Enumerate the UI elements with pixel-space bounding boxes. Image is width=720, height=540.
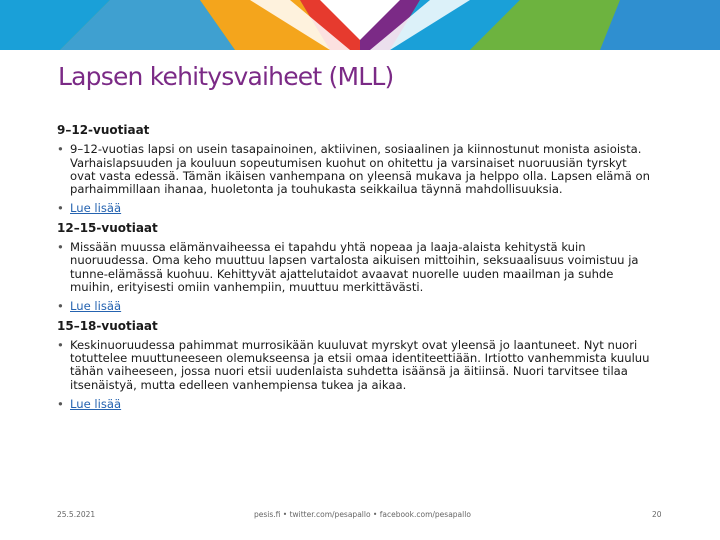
footer-date: 25.5.2021 [57, 510, 96, 519]
section-heading: 12–15-vuotiaat [57, 220, 158, 235]
content-body [57, 124, 655, 417]
read-more-item [57, 398, 655, 411]
decorative-banner [0, 0, 720, 50]
read-more-item [57, 202, 655, 215]
read-more-link[interactable]: Lue lisää [70, 201, 122, 216]
section-heading: 9–12-vuotiaat [57, 123, 150, 137]
section-text: • Keskinuoruudessa pahimmat murrosikään kuuluvat myrskyt ovat yleensä jo laantuneet. Nyt nuori totuttelee muuttuneeseen olemukseensa ja etsii omaa identiteettiään. Irtiotto vanhemmista kuuluu tähän vaiheeseen, jossa nuori etsii uudenlaista suhdetta isäänsä ja äitiinsä. Nuori tarvitsee tilaa itsenäistyä, mutta edelleen vanhempiensa tukea ja aikaa. [57, 339, 655, 392]
footer-links: pesis.fi • twitter.com/pesapallo • facebook.com/pesapallo [254, 510, 471, 519]
read-more-item [57, 300, 655, 313]
footer [0, 510, 720, 524]
section-text: • Missään muussa elämänvaiheessa ei tapahdu yhtä nopeaa ja laaja-alaista kehitystä kuin nuoruudessa. Oma keho muuttuu lapsen vartalosta aikuisen mittoihin, seksuaalisuus voimistuu ja tunne-elämässä kuohuu. Kehittyvät ajattelutaidot avaavat nuorelle uuden maailman ja suhde muihin, erityisesti omiin vanhempiin, muuttuu merkittävästi. [57, 241, 655, 294]
section-text: • 9–12-vuotias lapsi on usein tasapainoinen, aktiivinen, sosiaalinen ja kiinnostunut monista asioista. Varhaislapsuuden ja kouluun sopeutumisen kuohut on ohitettu ja varsinaiset nuoruusiän tyrskyt ovat vasta edessä. Tämän ikäisen vanhempana on yleensä mukava ja helppo olla. Lapsen elämä on parhaimmillaan ihanaa, huoletonta ja touhukasta seikkailua täynnä mahdollisuuksia. [57, 143, 655, 196]
page-title: Lapsen kehitysvaiheet (MLL) [58, 62, 394, 91]
page-number: 20 [652, 510, 662, 519]
read-more-link[interactable]: Lue lisää [70, 397, 122, 412]
read-more-link[interactable]: Lue lisää [70, 299, 122, 314]
section-heading: 15–18-vuotiaat [57, 318, 158, 333]
